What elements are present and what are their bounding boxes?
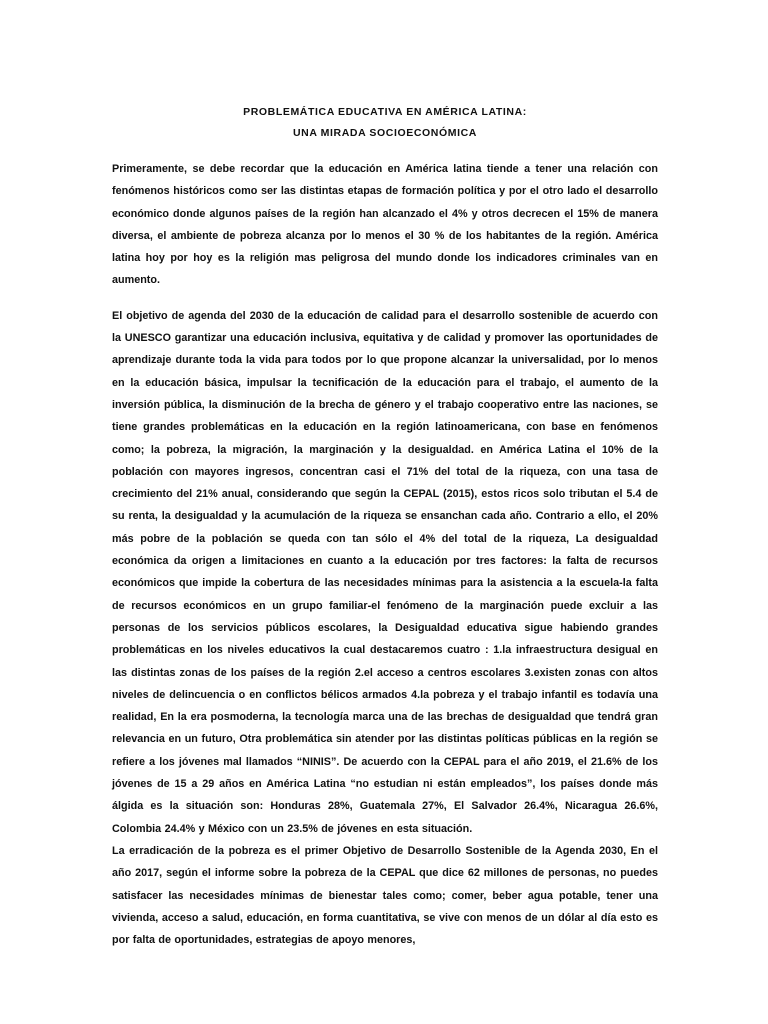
paragraph-agenda-2030: El objetivo de agenda del 2030 de la educación de calidad para el desarrollo sostenible de acuerdo con la UNESCO garantizar una educación inclusiva, equitativa y de calidad y promover las oportunidades de aprendizaje durante toda la vida para todos por lo que propone alcanzar la universalidad, por lo menos en la educación básica, impulsar la tecnificación de la educación para el trabajo, el aumento de la inversión pública, la disminución de la brecha de género y el trabajo cooperativo entre las naciones, se tiene grandes problemáticas en la educación en la región latinoamericana, con base en fenómenos como; la pobreza, la migración, la marginación y la desigualdad. en América Latina el 10% de la población con mayores ingresos, concentran casi el 71% del total de la riqueza, con una tasa de crecimiento del 21% anual, considerando que según la CEPAL (2015), estos ricos solo tributan el 5.4 de su renta, la desigualdad y la acumulación de la riqueza se ensanchan cada año. Contrario a ello, el 20% más pobre de la población se queda con tan sólo el 4% del total de la riqueza, La desigualdad económica da origen a limitaciones en cuanto a la educación por tres factores: la falta de recursos económicos que impide la cobertura de las necesidades mínimas para la asistencia a la escuela-la falta de recursos económicos en un grupo familiar-el fenómeno de la marginación puede excluir a las personas de los servicios públicos escolares, la Desigualdad educativa sigue habiendo grandes problemáticas en los niveles educativos la cual destacaremos cuatro : 1.la infraestructura desigual en las distintas zonas de los países de la región 2.el acceso a centros escolares 3.existen zonas con altos niveles de delincuencia o en conflictos bélicos armados 4.la pobreza y el trabajo infantil es todavía una realidad, En la era posmoderna, la tecnología marca una de las brechas de desigualdad que tendrá gran relevancia en un futuro, Otra problemática sin atender por las distintas políticas públicas en la región se refiere a los jóvenes mal llamados “NINIS”. De acuerdo con la CEPAL para el año 2019, el 21.6% de los jóvenes de 15 a 29 años en América Latina “no estudian ni están empleados”, los países donde más álgida es la situación son: Honduras 28%, Guatemala 27%, El Salvador 26.4%, Nicaragua 26.6%, Colombia 24.4% y México con un 23.5% de jóvenes en esta situación. xyxy=(112,309,658,835)
document-title-line-1: PROBLEMÁTICA EDUCATIVA EN AMÉRICA LATINA: xyxy=(243,106,527,118)
paragraph-intro: Primeramente, se debe recordar que la educación en América latina tiende a tener una relación con fenómenos históricos como ser las distintas etapas de formación política y por el otro lado el desarrollo económico donde algunos países de la región han alcanzado el 4% y otros decrecen el 15% de manera diversa, el ambiente de pobreza alcanza por lo menos el 30 % de los habitantes de la región. América latina hoy por hoy es la religión mas peligrosa del mundo donde los indicadores criminales van en aumento. xyxy=(112,163,658,287)
document-title-block xyxy=(112,102,658,144)
document-page xyxy=(112,102,658,964)
paragraph-poverty: La erradicación de la pobreza es el primer Objetivo de Desarrollo Sostenible de la Agenda 2030, En el año 2017, según el informe sobre la pobreza de la CEPAL que dice 62 millones de personas, no puedes satisfacer las necesidades mínimas de bienestar tales como; comer, beber agua potable, tener una vivienda, acceso a salud, educación, en forma cuantitativa, se vive con menos de un dólar al día esto es por falta de oportunidades, estrategias de apoyo menores, xyxy=(112,844,658,947)
document-title-line-2: UNA MIRADA SOCIOECONÓMICA xyxy=(293,127,477,139)
